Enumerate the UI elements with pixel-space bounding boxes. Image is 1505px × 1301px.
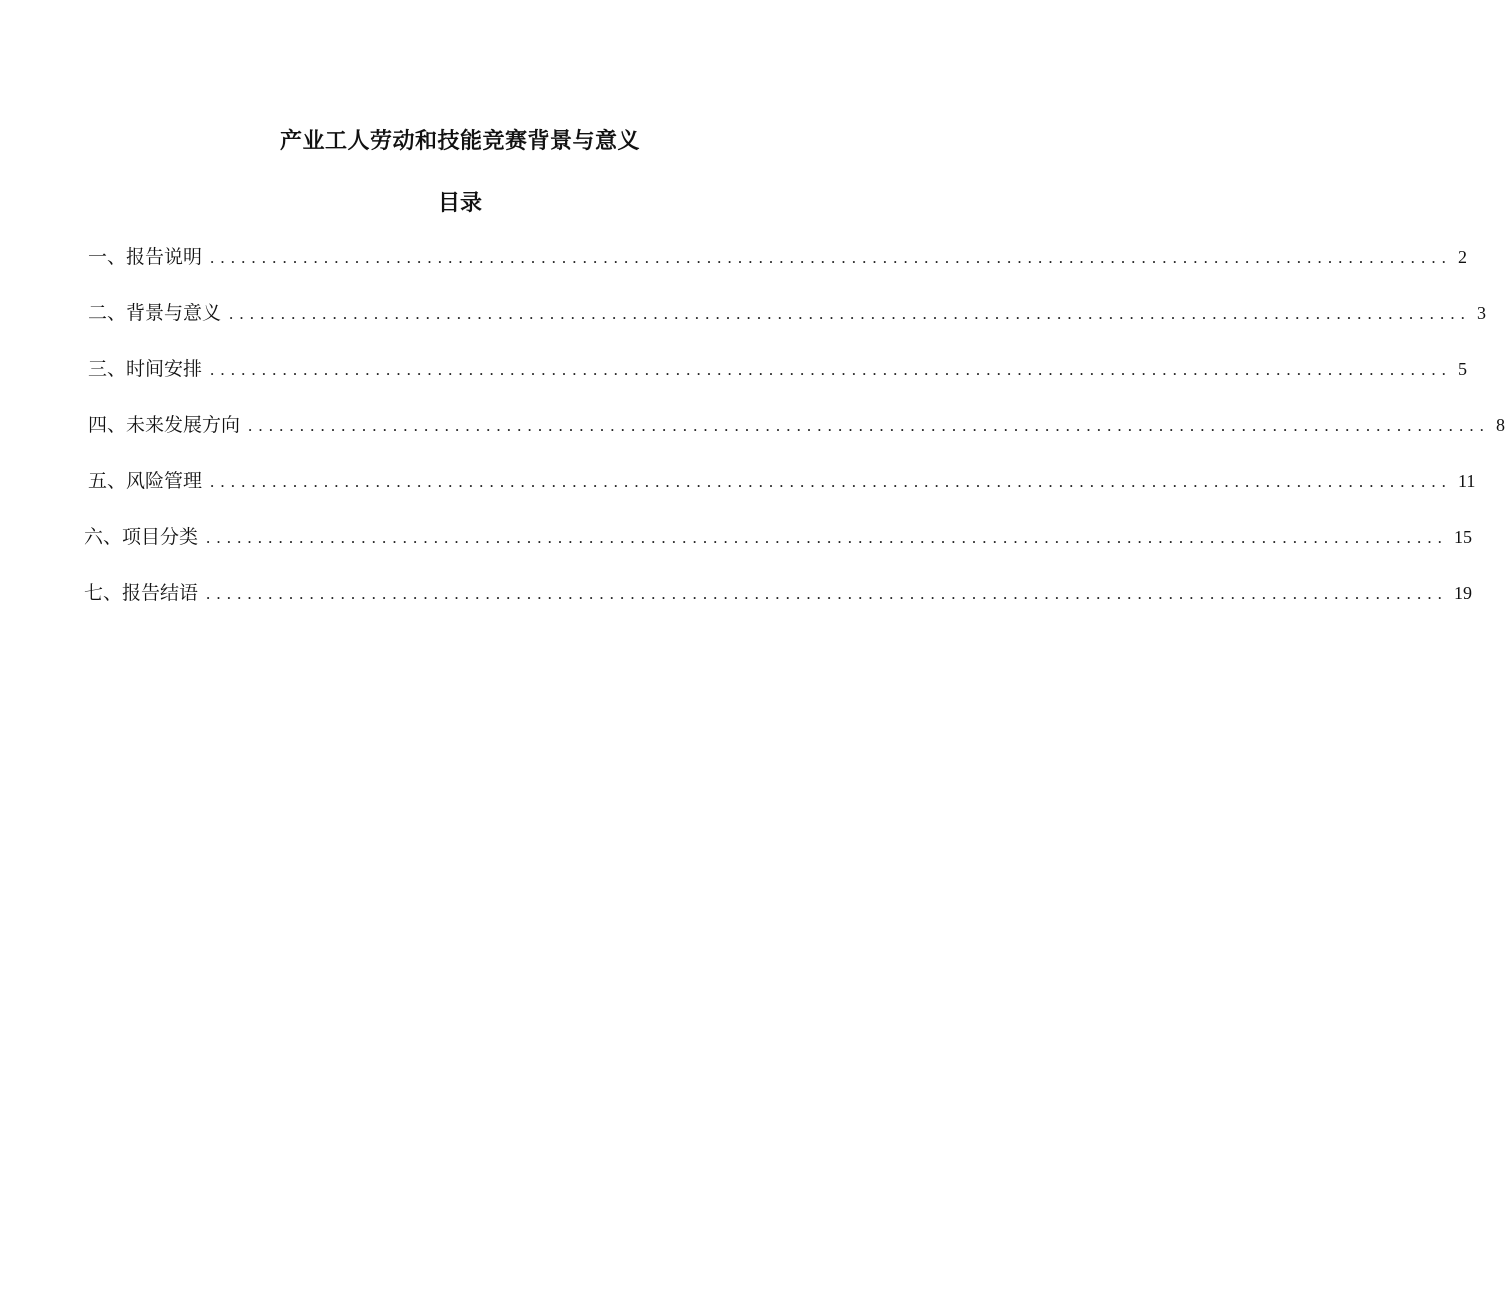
toc-entry-background-significance[interactable] [88,298,1487,330]
toc-entry-report-conclusion[interactable] [84,578,1473,610]
toc-entry-label: 二、背景与意义 [88,302,222,324]
toc-entry-page-number: 19 [1454,583,1473,603]
toc-entry-page-number: 2 [1458,247,1468,267]
toc-entry-page-number: 11 [1458,471,1476,491]
toc-dot-leader: ........................................................................................................................ [210,360,1453,379]
toc-entry-risk-management[interactable] [88,466,1476,498]
toc-entry-page-number: 3 [1477,303,1487,323]
toc-entry-label: 五、风险管理 [88,470,203,492]
toc-entry-page-number: 8 [1496,415,1505,435]
toc-dot-leader: ........................................................................................................................ [206,584,1449,603]
toc-entry-future-direction[interactable] [88,410,1505,442]
toc-entry-label: 三、时间安排 [88,358,203,380]
document-title: 产业工人劳动和技能竞赛背景与意义 [279,129,640,154]
toc-dot-leader: ........................................................................................................................ [210,248,1453,267]
toc-entry-project-classification[interactable] [84,522,1473,554]
toc-entry-schedule[interactable] [88,354,1468,386]
toc-heading: 目录 [437,191,482,216]
toc-entry-label: 一、报告说明 [88,246,203,268]
toc-entry-page-number: 5 [1458,359,1468,379]
toc-entry-label: 四、未来发展方向 [88,414,241,436]
toc-entry-label: 六、项目分类 [84,526,199,548]
toc-dot-leader: ........................................................................................................................ [248,416,1491,435]
toc-dot-leader: ........................................................................................................................ [229,304,1472,323]
toc-dot-leader: ........................................................................................................................ [206,528,1449,547]
toc-entry-label: 七、报告结语 [84,582,199,604]
toc-entry-report-description[interactable] [88,242,1468,274]
toc-entry-page-number: 15 [1454,527,1473,547]
toc-dot-leader: ........................................................................................................................ [210,472,1453,491]
